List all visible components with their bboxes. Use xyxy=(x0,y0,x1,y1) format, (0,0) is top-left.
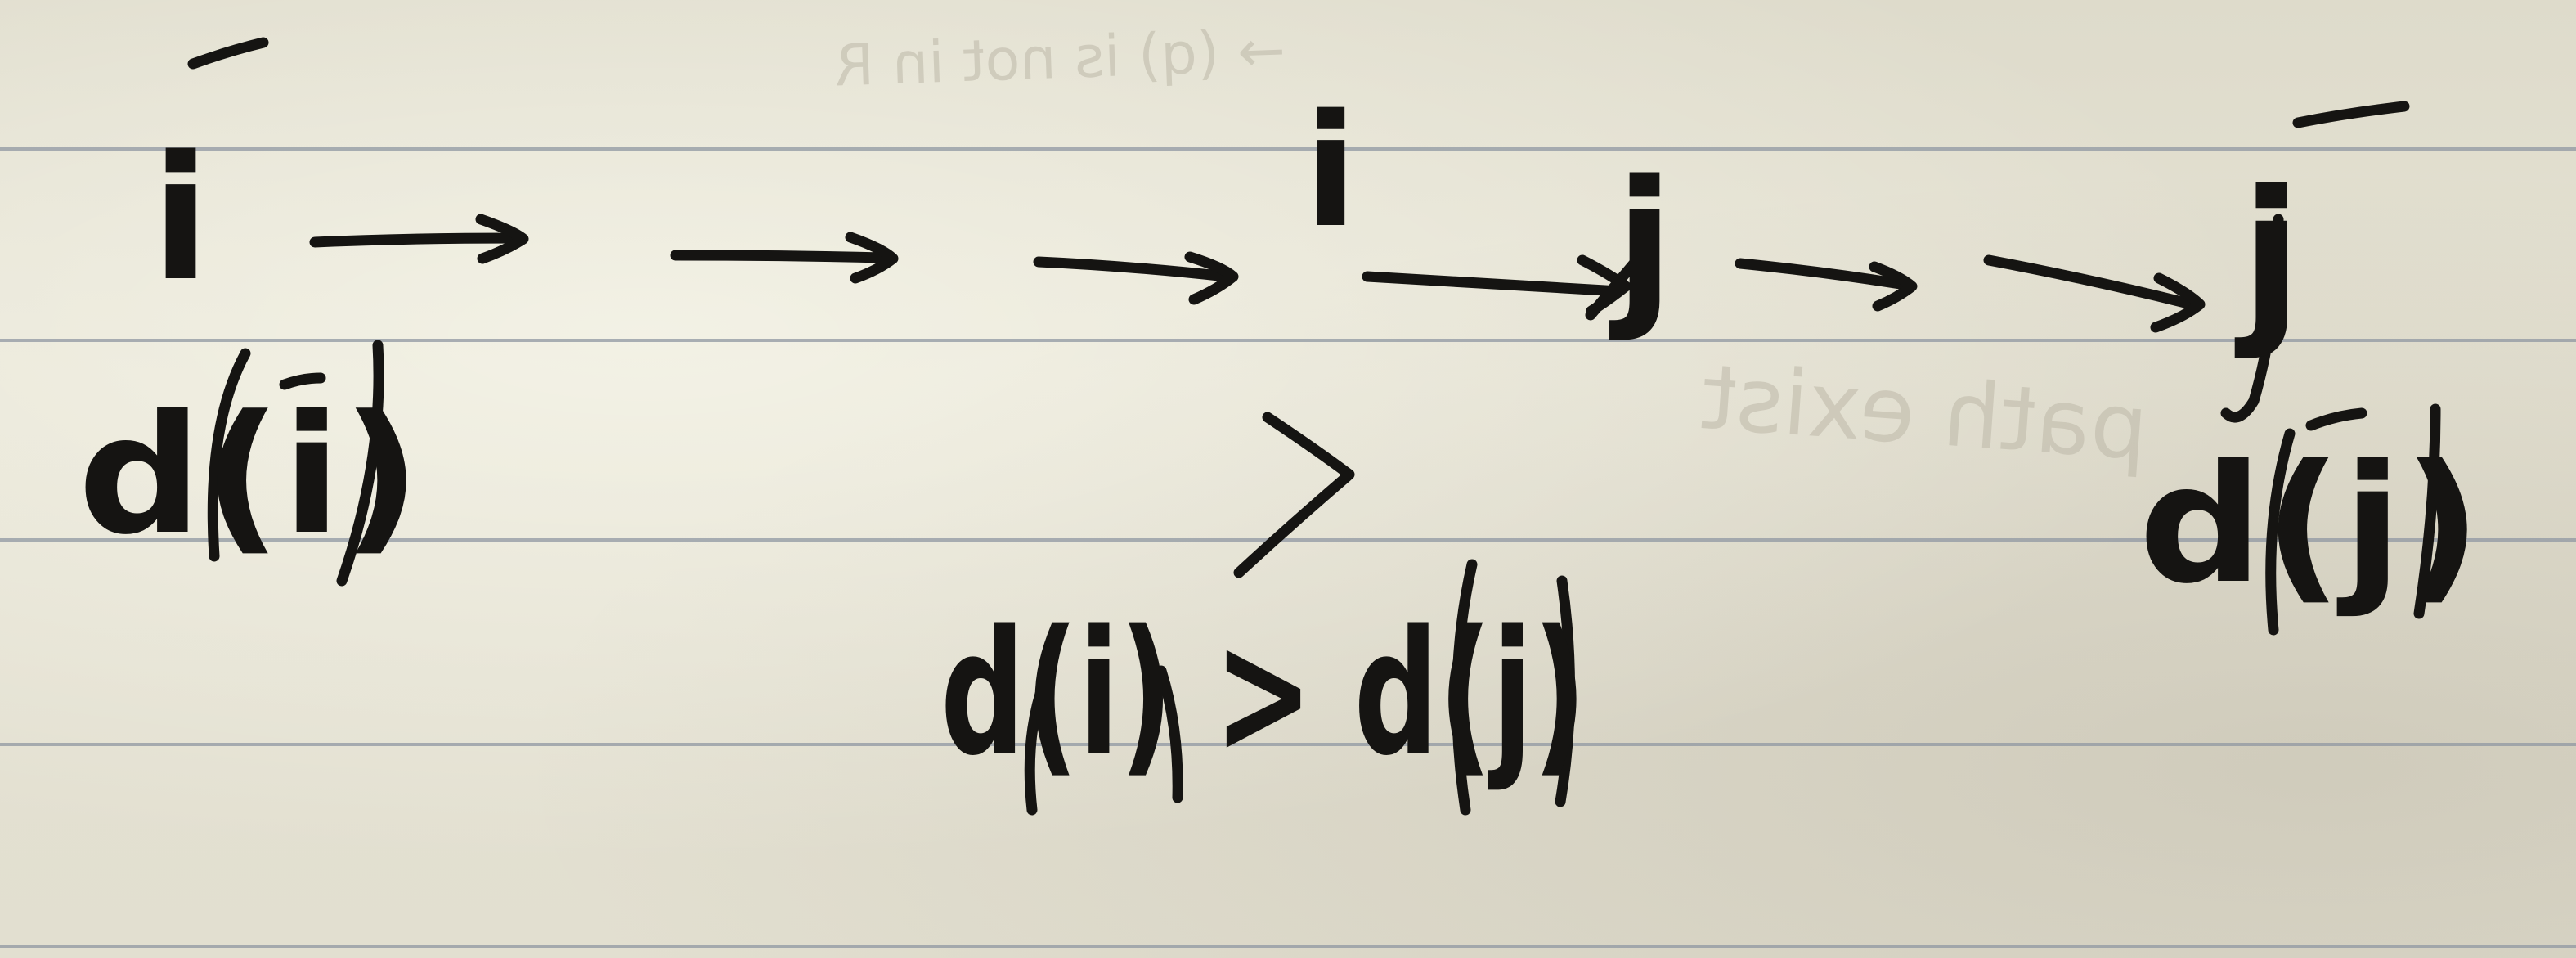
greater-than-sign xyxy=(1239,417,1349,573)
overline-j xyxy=(2298,106,2404,123)
node-label-j-bar: j xyxy=(2241,152,2303,362)
node-label-i-bar: i xyxy=(151,119,210,319)
edge-arrow-1 xyxy=(315,219,523,259)
node-label-j: j xyxy=(1615,143,1674,344)
show-through-text-top: → (q) is not in R xyxy=(832,16,1287,100)
show-through-text-middle: path exist xyxy=(1698,344,2152,480)
dj-bar xyxy=(2311,413,2362,425)
edge-arrow-5 xyxy=(1989,260,2200,327)
distance-label-i-bar: d(i) xyxy=(78,380,421,571)
crossed-edge-i-j xyxy=(1367,260,1634,315)
node-label-i: i xyxy=(1304,81,1358,262)
edge-arrow-3 xyxy=(1039,257,1233,299)
distance-label-j-bar: d(j) xyxy=(2138,430,2482,620)
edge-arrow-4 xyxy=(1740,263,1912,306)
edge-arrow-2 xyxy=(675,237,893,278)
overline-i xyxy=(193,43,263,64)
comparison-expression: d(i) > d(j) xyxy=(940,593,1586,794)
